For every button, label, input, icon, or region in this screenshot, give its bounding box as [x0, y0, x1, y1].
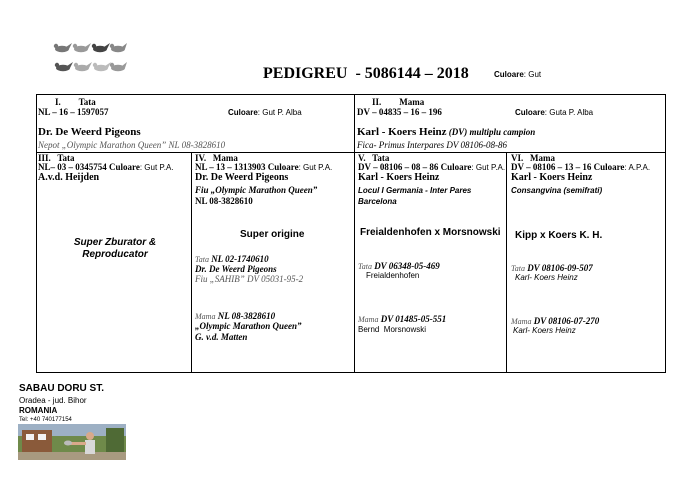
mother-note: Fica- Primus Interpares DV 08106-08-86 [357, 140, 507, 150]
owner-name: SABAU DORU ST. [19, 383, 105, 394]
gp4-heading: VI. Mama [511, 153, 555, 163]
gp1-title: Super Zburator & Reproducator [73, 237, 157, 260]
mother-heading: II. Mama [372, 97, 425, 107]
gp4-breeder: Karl - Koers Heinz [511, 172, 593, 183]
gp2-line2: NL 08-3828610 [195, 196, 253, 206]
gp3-dam-breeder: Bernd Morsnowski [358, 325, 427, 334]
page-title: PEDIGREU - 5086144 – 2018 [263, 65, 469, 82]
owner-location: Oradea - jud. Bihor [19, 396, 87, 405]
gp3-sire-ring: Tata DV 06348-05-469 [358, 261, 440, 271]
pigeons-logo-icon [52, 40, 128, 80]
gp4-title: Kipp x Koers K. H. [515, 230, 603, 241]
gp3-sire-breeder: Freialdenhofen [366, 271, 420, 280]
father-color: Culoare: Gut P. Alba [228, 108, 302, 117]
gp4-sire-ring: Tata DV 08106-09-507 [511, 263, 593, 273]
gp2-breeder: Dr. De Weerd Pigeons [195, 172, 289, 183]
gp3-ring-line: DV – 08106 – 08 – 86 Culoare: Gut P.A. [358, 162, 506, 172]
owner-phone: Tel: +40 740177154 [19, 417, 72, 423]
mother-breeder: Karl - Koers Heinz (DV) multiplu campion [357, 126, 536, 138]
gp2-dam-breeder: G. v.d. Matten [195, 332, 248, 342]
father-breeder: Dr. De Weerd Pigeons [38, 126, 141, 138]
gp2-heading: IV. Mama [195, 153, 238, 163]
gp2-dam-name: „Olympic Marathon Queen” [195, 321, 302, 331]
father-heading: I. Tata [55, 97, 96, 107]
mother-color: Culoare: Guta P. Alba [515, 108, 594, 117]
gp4-dam-breeder: Karl- Koers Heinz [513, 326, 576, 335]
gp3-breeder: Karl - Koers Heinz [358, 172, 440, 183]
gp2-title: Super origine [240, 229, 305, 240]
gp3-line1: Locul I Germania - Inter Pares [358, 186, 472, 195]
owner-country: ROMANIA [19, 406, 58, 415]
gp2-sire-note: Fiu „SAHIB” DV 05031-95-2 [195, 274, 304, 284]
header-color: Culoare: Gut [494, 70, 542, 79]
gp4-sire-breeder: Karl- Koers Heinz [515, 273, 578, 282]
gp2-ring-line: NL – 13 – 1313903 Culoare: Gut P.A. [195, 162, 333, 172]
gp4-dam-ring: Mama DV 08106-07-270 [511, 316, 600, 326]
gp3-heading: V. Tata [358, 153, 390, 163]
owner-photo [18, 424, 126, 460]
gp3-line2: Barcelona [358, 197, 397, 206]
gp2-sire-breeder: Dr. De Weerd Pigeons [195, 264, 277, 274]
gp4-line1: Consangvina (semifrati) [511, 186, 603, 195]
gp1-breeder: A.v.d. Heijden [38, 172, 100, 183]
father-ring: NL – 16 – 1597057 [38, 107, 109, 117]
gp2-dam-ring: Mama NL 08-3828610 [195, 311, 276, 321]
gp2-line1: Fiu „Olympic Marathon Queen” [195, 185, 318, 195]
gp3-title: Freialdenhofen x Morsnowski [360, 227, 501, 238]
gp1-ring-line: NL– 03 – 0345754 Culoare: Gut P.A. [38, 162, 174, 172]
gp4-ring-line: DV – 08106 – 13 – 16 Culoare: A.P.A. [511, 162, 651, 172]
gp1-heading: III. Tata [38, 153, 75, 163]
mother-ring: DV – 04835 – 16 – 196 [357, 107, 442, 117]
gp3-dam-ring: Mama DV 01485-05-551 [358, 314, 447, 324]
father-note: Nepot „Olympic Marathon Queen” NL 08-3828610 [38, 140, 226, 150]
gp2-sire-ring: Tata NL 02-1740610 [195, 254, 269, 264]
